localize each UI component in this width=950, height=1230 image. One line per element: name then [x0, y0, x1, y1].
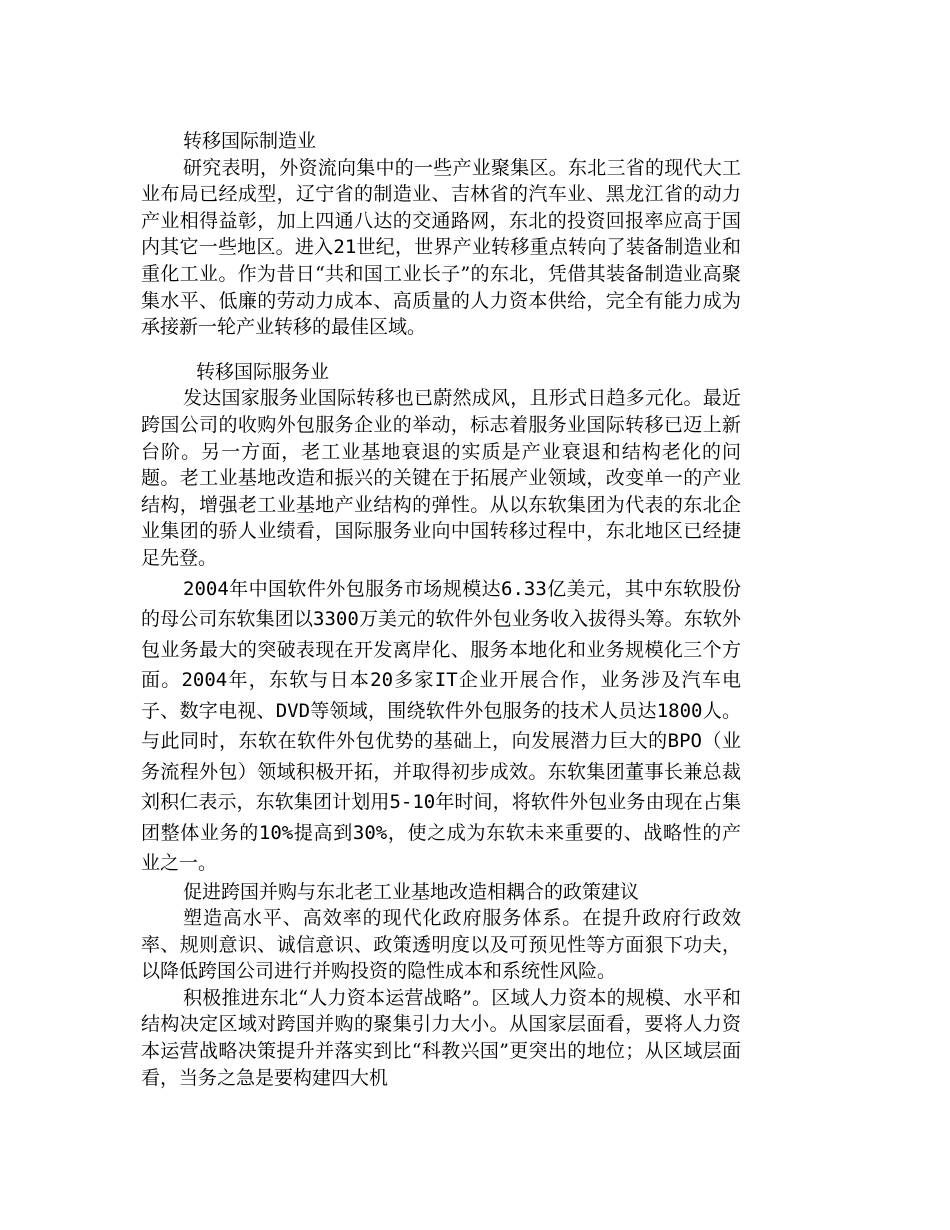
paragraph-neusoft-outsourcing: 2004年中国软件外包服务市场规模达6.33亿美元，其中东软股份的母公司东软集团以3300万美元的软件外包业务收入拔得头筹。东软外包业务最大的突破表现在开发离岸化、服务本地化和业务规模化三个方面。2004年，东软与日本20多家IT企业开展合作，业务涉及汽车电子、数字电视、DVD等领域，围绕软件外包服务的技术人员达1800人。与此同时，东软在软件外包优势的基础上，向发展潜力巨大的BPO（业务流程外包）领域积极开拓，并取得初步成效。东软集团董事长兼总裁刘积仁表示，东软集团计划用5-10年时间，将软件外包业务由现在占集团整体业务的10%提高到30%，使之成为东软未来重要的、战略性的产业之一。 — [141, 577, 741, 874]
section-heading-policy: 促进跨国并购与东北老工业基地改造相耦合的政策建议 — [183, 880, 640, 903]
section-heading-manufacturing: 转移国际制造业 — [183, 130, 317, 152]
document-body — [141, 128, 741, 1091]
paragraph-government-service: 塑造高水平、高效率的现代化政府服务体系。在提升政府行政效率、规则意识、诚信意识、政策透明度以及可预见性等方面狠下功夫，以降低跨国公司进行并购投资的隐性成本和系统性风险。 — [141, 907, 741, 983]
paragraph-services-transfer: 发达国家服务业国际转移也已蔚然成风，且形式日趋多元化。最近跨国公司的收购外包服务企业的举动，标志着服务业国际转移已迈上新台阶。另一方面，老工业基地衰退的实质是产业衰退和结构老化的问题。老工业基地改造和振兴的关键在于拓展产业领域，改变单一的产业结构，增强老工业基地产业结构的弹性。从以东软集团为代表的东北企业集团的骄人业绩看，国际服务业向中国转移过程中，东北地区已经捷足先登。 — [141, 387, 741, 569]
section-heading-services: 转移国际服务业 — [196, 360, 330, 383]
paragraph-manufacturing: 研究表明，外资流向集中的一些产业聚集区。东北三省的现代大工业布局已经成型，辽宁省的制造业、吉林省的汽车业、黑龙江省的动力产业相得益彰，加上四通八达的交通路网，东北的投资回报率应高于国内其它一些地区。进入21世纪，世界产业转移重点转向了装备制造业和重化工业。作为昔日“共和国工业长子”的东北，凭借其装备制造业高聚集水平、低廉的劳动力成本、高质量的人力资本供给，完全有能力成为承接新一轮产业转移的最佳区域。 — [141, 156, 741, 339]
paragraph-human-capital: 积极推进东北“人力资本运营战略”。区域人力资本的规模、水平和结构决定区域对跨国并购的聚集引力大小。从国家层面看，要将人力资本运营战略决策提升并落实到比“科教兴国”更突出的地位；从区域层面看，当务之急是要构建四大机 — [141, 986, 741, 1089]
